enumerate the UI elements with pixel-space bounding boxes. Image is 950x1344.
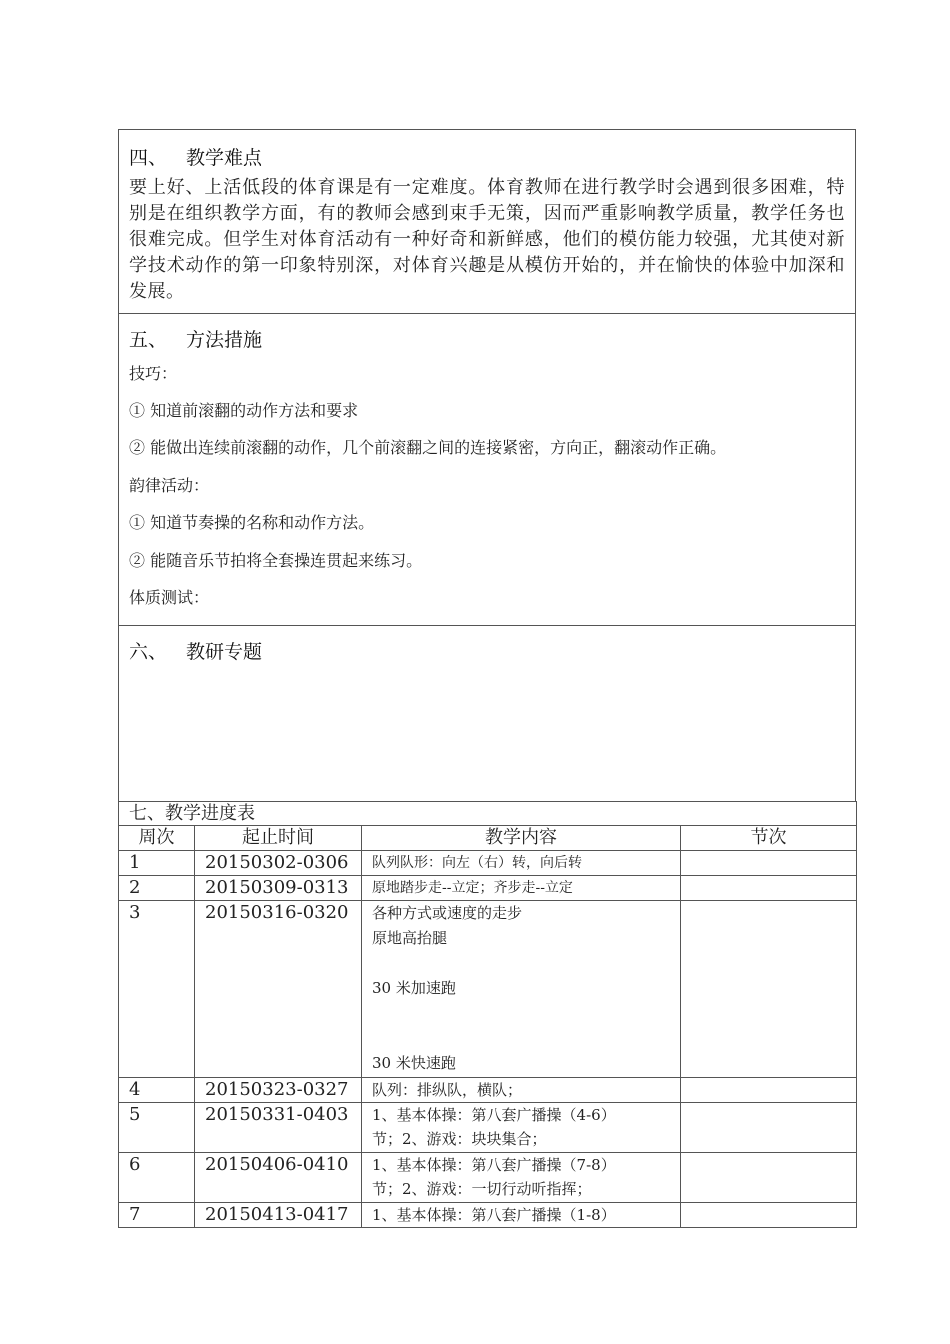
table-row: 3 20150316-0320 各种方式或速度的走步 原地高抬腿 30 米加速跑 30 米快速跑: [119, 901, 857, 1078]
section-teaching-difficulties: [118, 129, 856, 313]
method-line: ② 能随音乐节拍将全套操连贯起来练习。: [129, 551, 423, 570]
section-title: 六、 教研专题: [129, 641, 263, 663]
table-row: 4 20150323-0327 队列：排纵队，横队；: [119, 1078, 857, 1103]
method-line: ① 知道节奏操的名称和动作方法。: [129, 513, 375, 532]
table-row: 1 20150302-0306 队列队形：向左（右）转，向后转: [119, 851, 857, 876]
table-row: 5 20150331-0403 1、基本体操：第八套广播操（4-6） 节；2、游戏：块块集合；: [119, 1103, 857, 1153]
header-content: 教学内容: [362, 826, 681, 851]
table-row: 2 20150309-0313 原地踏步走--立定；齐步走--立定: [119, 876, 857, 901]
method-line: 体质测试：: [129, 588, 210, 607]
section-methods: [118, 313, 856, 625]
section-research-topic: [118, 625, 856, 801]
section-title: 四、 教学难点: [129, 147, 263, 169]
method-line: ① 知道前滚翻的动作方法和要求: [129, 401, 359, 420]
method-line: ② 能做出连续前滚翻的动作，几个前滚翻之间的连接紧密，方向正，翻滚动作正确。: [129, 438, 727, 457]
table-caption: 七、教学进度表: [119, 802, 857, 826]
table-row: 7 20150413-0417 1、基本体操：第八套广播操（1-8）: [119, 1203, 857, 1228]
header-dates: 起止时间: [195, 826, 362, 851]
section-paragraph: 要上好、上活低段的体育课是有一定难度。体育教师在进行教学时会遇到很多困难，特别是在组织教学方面，有的教师会感到束手无策，因而严重影响教学质量，教学任务也很难完成。但学生对体育活动有一种好奇和新鲜感，他们的模仿能力较强，尤其使对新学技术动作的第一印象特别深，对体育兴趣是从模仿开始的，并在愉快的体验中加深和发展。: [129, 177, 845, 302]
method-line: 技巧：: [129, 364, 178, 383]
header-periods: 节次: [681, 826, 857, 851]
schedule-table: [118, 801, 857, 1228]
section-title: 五、 方法措施: [129, 329, 263, 351]
table-row: 6 20150406-0410 1、基本体操：第八套广播操（7-8） 节；2、游戏：一切行动听指挥；: [119, 1153, 857, 1203]
document-page: [118, 129, 856, 1228]
header-week: 周次: [119, 826, 195, 851]
method-line: 韵律活动：: [129, 476, 210, 495]
